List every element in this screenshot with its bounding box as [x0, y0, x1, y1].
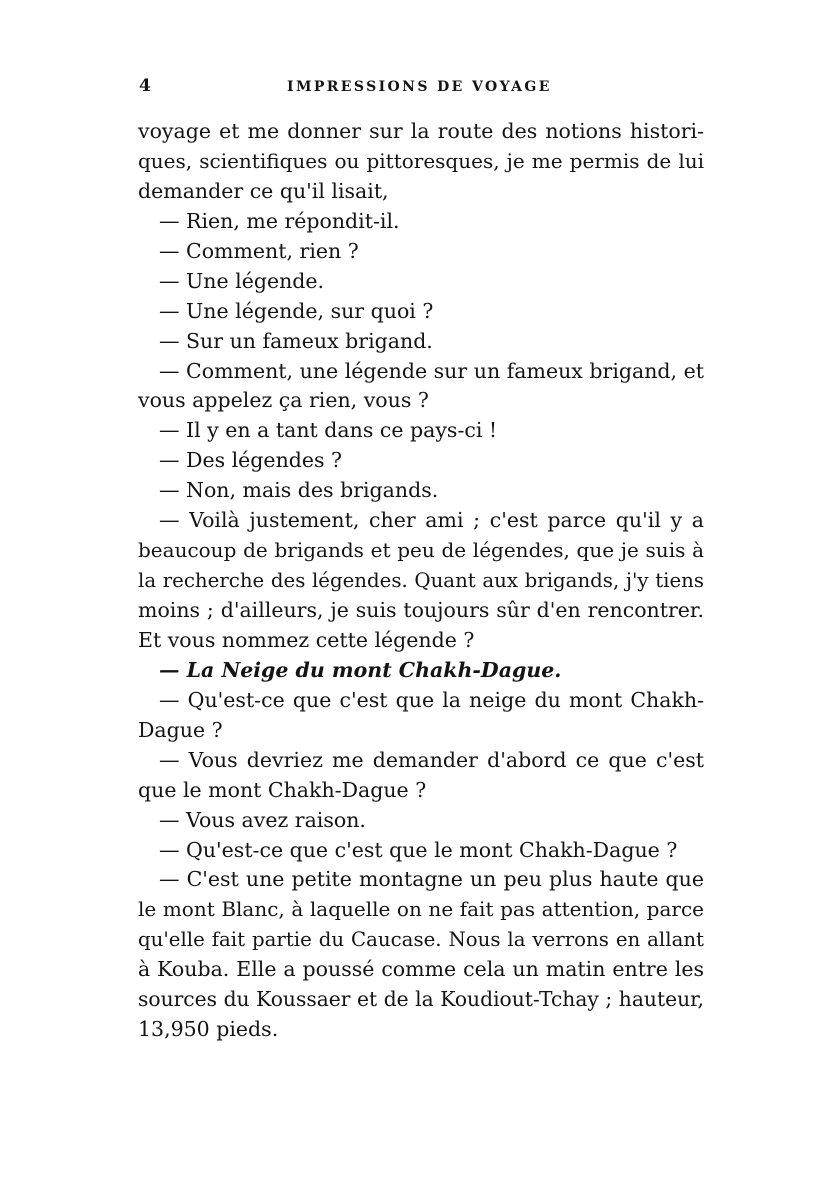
text-line: — Une légende.	[159, 268, 325, 293]
running-title: IMPRESSIONS DE VOYAGE	[287, 79, 552, 95]
text-line: vous appelez ça rien, vous ?	[138, 388, 429, 413]
text-line: — Il y en a tant dans ce pays-ci !	[159, 418, 498, 443]
text-line: — Sur un fameux brigand.	[159, 328, 433, 353]
text-line: — Qu'est-ce que c'est que la neige du mont Chakh-	[159, 687, 704, 712]
page-number: 4	[139, 76, 151, 96]
text-line: — Comment, une légende sur un fameux brigand, et	[159, 358, 704, 383]
text-line: demander ce qu'il lisait,	[138, 178, 389, 203]
text-line: — C'est une petite montagne un peu plus haute que	[159, 867, 704, 892]
text-line: — Des légendes ?	[159, 448, 343, 473]
text-line: Et vous nommez cette légende ?	[138, 627, 475, 652]
text-line: — Vous devriez me demander d'abord ce que c'est	[159, 747, 704, 772]
text-line: — Comment, rien ?	[159, 238, 359, 263]
text-line: 13,950 pieds.	[138, 1017, 279, 1042]
text-line: le mont Blanc, à laquelle on ne fait pas attention, parce	[138, 897, 704, 922]
text-line: — Voilà justement, cher ami ; c'est parce qu'il y a	[159, 508, 704, 533]
text-line: — Rien, me répondit-il.	[159, 208, 400, 233]
text-line: Dague ?	[138, 717, 223, 742]
text-line: — Non, mais des brigands.	[159, 478, 439, 503]
text-line: ques, scientifiques ou pittoresques, je me permis de lui	[138, 148, 704, 173]
text-line: à Kouba. Elle a poussé comme cela un matin entre les	[138, 957, 704, 982]
text-line: qu'elle fait partie du Caucase. Nous la verrons en allant	[138, 928, 704, 952]
text-line: beaucoup de brigands et peu de légendes, que je suis à	[138, 538, 704, 563]
text-line: que le mont Chakh-Dague ?	[138, 777, 427, 802]
text-line: — Qu'est-ce que c'est que le mont Chakh-Dague ?	[159, 837, 678, 862]
text-line: — Vous avez raison.	[159, 807, 366, 832]
text-line: moins ; d'ailleurs, je suis toujours sûr d'en rencontrer.	[138, 598, 704, 622]
body-text	[138, 117, 704, 1045]
text-line: — Une légende, sur quoi ?	[159, 298, 434, 323]
text-line: — La Neige du mont Chakh-Dague.	[159, 657, 562, 682]
text-line: voyage et me donner sur la route des notions histori-	[138, 119, 704, 143]
text-line: sources du Koussaer et de la Koudiout-Tchay ; hauteur,	[138, 987, 704, 1012]
text-line: la recherche des légendes. Quant aux brigands, j'y tiens	[138, 569, 704, 593]
